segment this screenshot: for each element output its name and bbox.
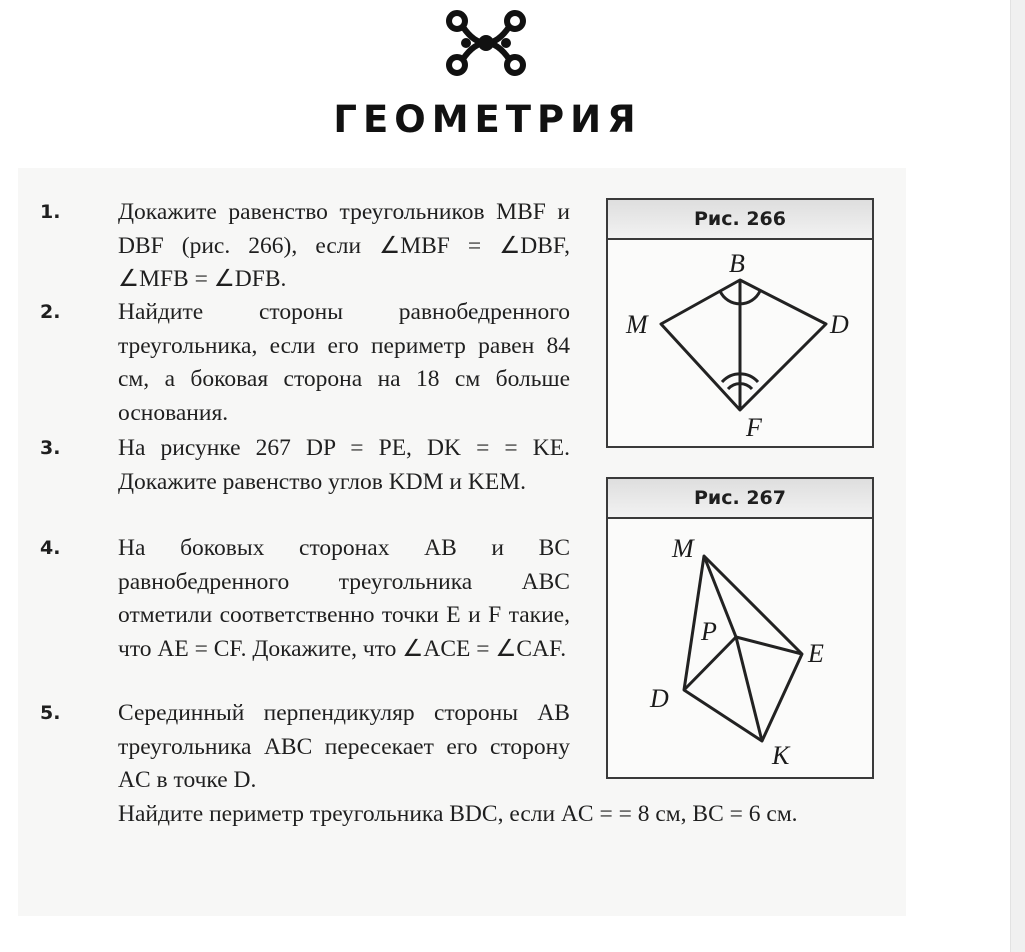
- vertex-label-b: B: [729, 249, 745, 278]
- problem-text: На рисунке 267 DP = PE, DK = = KE. Докажите равенство углов KDM и KEM.: [118, 435, 570, 495]
- vertex-label-f: F: [746, 413, 762, 442]
- vertex-label-d: D: [830, 310, 849, 339]
- problem-number: 1.: [40, 201, 61, 223]
- vertex-label-d: D: [650, 684, 669, 713]
- figure-266-drawing: [608, 240, 872, 446]
- vertex-label-m: M: [672, 534, 694, 563]
- vertex-label-e: E: [808, 639, 824, 668]
- problem-number: 5.: [40, 702, 61, 724]
- problem-number: 2.: [40, 301, 61, 323]
- problem-text-part1: Серединный перпендикуляр стороны AB треугольника ABC пересекает его сторону AC в точке D.: [118, 700, 570, 794]
- molecule-icon: [444, 8, 528, 78]
- problem-number: 3.: [40, 437, 61, 459]
- figure-267: [606, 477, 874, 779]
- problem-text: Найдите стороны равнобедренного треугольника, если его периметр равен 84 см, а боковая сторона на 18 см больше основания.: [118, 299, 570, 426]
- figure-caption: Рис. 267: [608, 479, 872, 519]
- scrollbar[interactable]: [1010, 0, 1025, 952]
- problem-text: На боковых сторонах AB и BC равнобедренного треугольника ABC отметили соответственно точки E и F такие, что AE = CF. Докажите, что ∠ACE = ∠CAF.: [118, 535, 570, 662]
- vertex-label-k: K: [772, 741, 790, 770]
- problem-number: 4.: [40, 537, 61, 559]
- problem-text: Докажите равенство треугольников MBF и DBF (рис. 266), если ∠MBF = ∠DBF, ∠MFB = ∠DFB.: [118, 199, 570, 293]
- vertex-label-m: M: [626, 310, 648, 339]
- figure-267-drawing: [608, 519, 872, 777]
- figure-caption: Рис. 266: [608, 200, 872, 240]
- problem-text-part2: Найдите периметр треугольника BDC, если AC = = 8 см, BC = 6 см.: [118, 800, 798, 827]
- vertex-label-p: P: [701, 617, 717, 646]
- figure-266: [606, 198, 874, 448]
- page-title: ГЕОМЕТРИЯ: [333, 98, 642, 141]
